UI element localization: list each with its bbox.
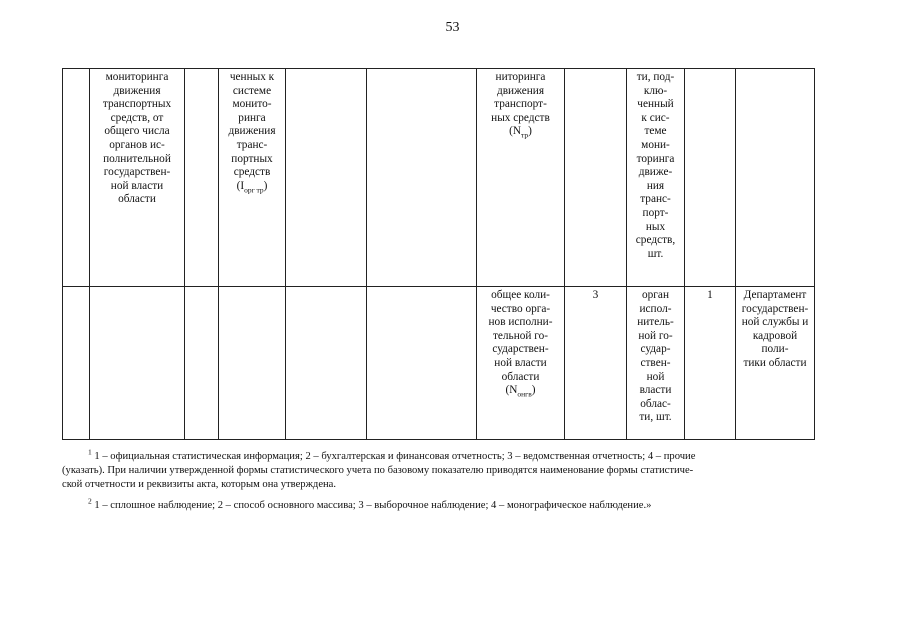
cell-observation-code: 1 xyxy=(685,287,736,440)
cell-total-organs-indicator xyxy=(477,287,565,440)
cell-text-line: торинга xyxy=(636,152,675,165)
cell-text-line: общего числа xyxy=(104,125,170,138)
cell-text-line: государствен- xyxy=(741,302,809,315)
cell-row2-col3 xyxy=(185,287,219,440)
cell-row2-col4 xyxy=(219,287,286,440)
cell-text-line: ной го- xyxy=(638,329,673,342)
cell-text-line: теме xyxy=(644,125,667,138)
cell-text-line: ной xyxy=(646,370,665,383)
cell-text-line: порт- xyxy=(642,206,669,219)
cell-text-line: общее коли- xyxy=(491,289,550,301)
cell-text-line: ной власти xyxy=(110,179,164,192)
cell-unit-description xyxy=(627,69,685,287)
cell-row1-col11 xyxy=(736,69,815,287)
cell-row1-col1 xyxy=(63,69,90,287)
cell-text-line: нитель- xyxy=(637,316,674,329)
cell-text-line: ченный xyxy=(637,98,674,111)
cell-text-line: Департамент xyxy=(743,289,807,301)
cell-text-line: судар- xyxy=(640,343,671,356)
cell-text-line: транс- xyxy=(236,138,268,151)
cell-text-line: монито- xyxy=(232,98,272,111)
cell-text-line: нов исполни- xyxy=(488,316,553,329)
cell-text-line: власти xyxy=(639,384,672,397)
cell-text-line: ния xyxy=(646,179,665,192)
cell-row1-col3 xyxy=(185,69,219,287)
footnotes xyxy=(88,447,840,464)
cell-text-line: органов ис- xyxy=(109,138,165,151)
cell-indicator-formula-description xyxy=(219,69,286,287)
cell-text-line: сударствен- xyxy=(492,343,549,356)
cell-row1-col8 xyxy=(565,69,627,287)
cell-text-line: к сис- xyxy=(641,111,670,124)
cell-text-line: средств xyxy=(233,166,271,179)
symbol-n-tr: $(N_{тр})$ xyxy=(509,125,532,140)
cell-row2-col5 xyxy=(286,287,367,440)
footnote-2: $^2$ 1 – сплошное наблюдение; 2 – способ основного массива; 3 – выборочное наблюдение; 4 – монографическое наблюдение.» xyxy=(88,496,652,511)
cell-text-line: мони- xyxy=(641,138,670,151)
footnote-1-line-2: (указать). При наличии утвержденной формы статистического учета по базовому показателю приводятся наименование формы статистиче- xyxy=(62,465,694,476)
cell-text-line: испол- xyxy=(639,302,672,315)
cell-text-line: тельной го- xyxy=(492,329,549,342)
indicator-table-fragment xyxy=(62,68,814,439)
cell-text-line: области xyxy=(501,370,540,383)
cell-text-line: тики области xyxy=(743,356,807,369)
cell-text-line: области xyxy=(118,193,156,206)
cell-source-code: 3 xyxy=(565,287,627,440)
cell-text-line: ных xyxy=(645,220,666,233)
cell-text-line: мониторинга xyxy=(105,71,169,83)
cell-text-line: орган xyxy=(642,289,669,301)
cell-responsible-department xyxy=(736,287,815,440)
cell-text-line: ченных к xyxy=(229,71,275,83)
footnote-1-line-1: $^1$ 1 – официальная статистическая информация; 2 – бухгалтерская и финансовая отчетность; 3 – ведомственная отчетность; 4 – прочие xyxy=(88,447,696,462)
cell-row1-col5 xyxy=(286,69,367,287)
cell-text-line: системе xyxy=(232,84,272,97)
cell-text-line: движения xyxy=(228,125,276,138)
cell-text-line: транспортных xyxy=(102,98,172,111)
cell-text-line: транспорт- xyxy=(494,98,547,111)
cell-text-line: движения xyxy=(113,84,161,97)
cell-text-line: ствен- xyxy=(640,356,671,369)
symbol-i-org-tr: $(I_{орг тр})$ xyxy=(236,179,268,194)
cell-text-line: движе- xyxy=(638,166,673,179)
cell-text-line: государствен- xyxy=(103,166,171,179)
cell-text-line: ринга xyxy=(238,111,266,124)
cell-text-line: ных средств xyxy=(491,111,550,124)
cell-text-line: ти, под- xyxy=(636,71,675,83)
cell-text-line: ниторинга xyxy=(495,71,546,83)
cell-text-line: средств, от xyxy=(110,111,164,124)
footnote-1-continuation xyxy=(62,464,842,492)
cell-base-indicator-name xyxy=(477,69,565,287)
cell-text-line: средств, xyxy=(635,234,676,247)
cell-text-line: ной службы и xyxy=(741,316,809,329)
cell-text-line: шт. xyxy=(647,247,664,260)
cell-row2-col2 xyxy=(90,287,185,440)
symbol-n-ongv: $(N_{онгв})$ xyxy=(505,384,536,399)
cell-text-line: движения xyxy=(496,84,545,97)
cell-text-line: портных xyxy=(231,152,273,165)
cell-indicator-name xyxy=(90,69,185,287)
cell-text-line: полнительной xyxy=(103,152,171,165)
page-number: 53 xyxy=(445,20,460,35)
cell-text-line: чество орга- xyxy=(490,302,551,315)
cell-row2-col6 xyxy=(367,287,477,440)
cell-text-line: кадровой поли- xyxy=(752,329,798,356)
cell-row1-col10 xyxy=(685,69,736,287)
footnote-1-line-3: ской отчетности и реквизиты акта, которым она утверждена. xyxy=(62,479,337,490)
cell-text-line: ти, шт. xyxy=(639,411,672,424)
cell-organ-unit xyxy=(627,287,685,440)
cell-text-line: облас- xyxy=(640,397,671,410)
cell-text-line: транс- xyxy=(640,193,671,206)
cell-text-line: ной власти xyxy=(494,356,547,369)
cell-row1-col6 xyxy=(367,69,477,287)
cell-row2-col1 xyxy=(63,287,90,440)
cell-text-line: клю- xyxy=(643,84,668,97)
